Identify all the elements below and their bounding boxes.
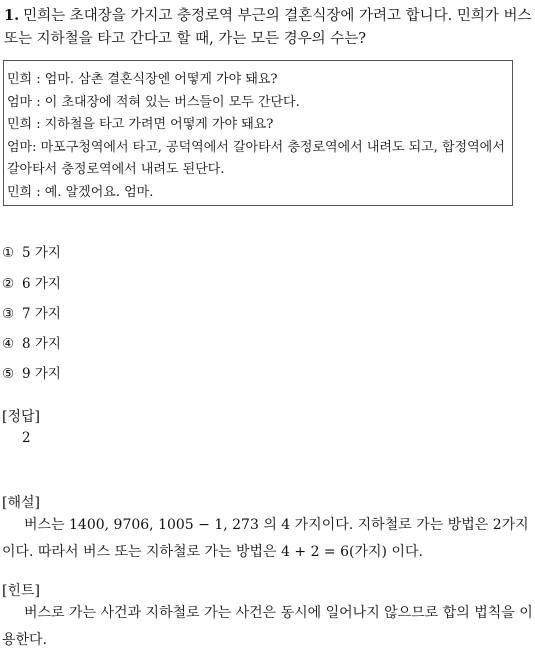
option-text: 7 가지	[22, 306, 61, 322]
dialog-line: 민희 : 예. 알겠어요. 엄마.	[7, 184, 154, 200]
option-marker: ④	[2, 336, 15, 352]
dialog-line: 엄마 : 이 초대장에 적혀 있는 버스들이 모두 간단다.	[7, 94, 300, 110]
dialog-box	[3, 60, 513, 206]
option-marker: ③	[2, 306, 15, 322]
option-text: 6 가지	[22, 276, 61, 292]
dialog-line: 민희 : 지하철을 타고 가려면 어떻게 가야 돼요?	[7, 117, 274, 132]
option-marker: ②	[2, 276, 15, 292]
option-text: 9 가지	[22, 366, 61, 382]
option-marker: ⑤	[2, 366, 15, 382]
dialog-line: 엄마: 마포구청역에서 타고, 공덕역에서 갈아타서 충정로역에서 내려도 되고, 합정역에서 갈아타서 충정로역에서 내려도 된단다.	[7, 139, 505, 177]
option-5[interactable]	[2, 364, 61, 384]
explanation-label: [해설]	[2, 495, 40, 511]
hint-label: [힌트]	[2, 583, 40, 599]
option-marker: ①	[2, 245, 15, 261]
option-4[interactable]	[2, 334, 61, 354]
option-2[interactable]	[2, 274, 61, 294]
answer-label: [정답]	[2, 409, 40, 425]
question-text: 민희는 초대장을 가지고 충정로역 부근의 결혼식장에 가려고 합니다. 민희가 버스 또는 지하철을 타고 간다고 할 때, 가는 모든 경우의 수는?	[4, 8, 532, 47]
question-number: 1.	[4, 7, 20, 24]
hint-text: 버스로 가는 사건과 지하철로 가는 사건은 동시에 일어나지 않으므로 합의 법칙을 이용한다.	[2, 605, 533, 648]
option-3[interactable]	[2, 304, 61, 324]
option-text: 5 가지	[22, 245, 61, 261]
dialog-line: 민희 : 엄마. 삼촌 결혼식장엔 어떻게 가야 돼요?	[7, 72, 278, 87]
question	[4, 4, 532, 51]
option-1[interactable]	[2, 243, 61, 263]
answer-value: 2	[22, 430, 31, 446]
option-text: 8 가지	[22, 336, 61, 352]
explanation-text: 버스는 1400, 9706, 1005 − 1, 273 의 4 가지이다. 지하철로 가는 방법은 2가지이다. 따라서 버스 또는 지하철로 가는 방법은 4 + 2 = 6(가지) 이다.	[2, 517, 529, 560]
